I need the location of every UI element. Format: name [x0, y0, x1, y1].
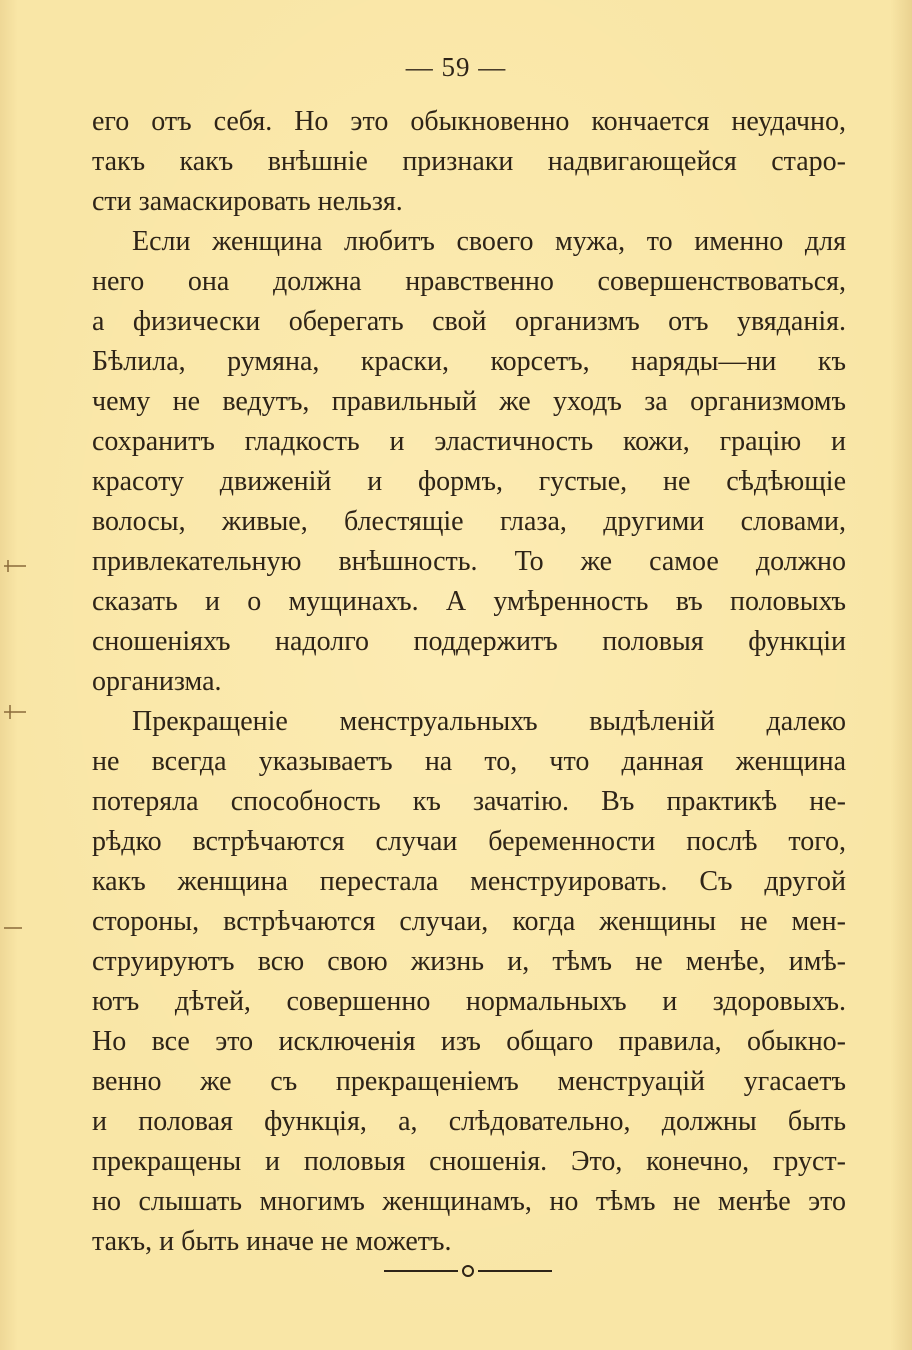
page-number: — 59 —	[405, 52, 507, 82]
text-line: а физически оберегать свой организмъ отъ увяданія.	[92, 306, 846, 337]
text-line: сти замаскировать нельзя.	[92, 186, 403, 217]
text-line: струируютъ всю свою жизнь и, тѣмъ не менѣе, имѣ-	[92, 946, 846, 977]
text-line: рѣдко встрѣчаются случаи беременности послѣ того,	[92, 826, 846, 857]
text-line: чему не ведутъ, правильный же уходъ за организмомъ	[92, 386, 846, 417]
text-line: ютъ дѣтей, совершенно нормальныхъ и здоровыхъ.	[92, 986, 846, 1017]
text-line: Но все это исключенія изъ общаго правила, обыкно-	[92, 1026, 846, 1057]
text-line: него она должна нравственно совершенствоваться,	[92, 266, 846, 297]
text-line: не всегда указываетъ на то, что данная женщина	[92, 746, 846, 777]
text-line: какъ женщина перестала менструировать. Съ другой	[92, 866, 846, 897]
text-line: такъ какъ внѣшніе признаки надвигающейся старо-	[92, 146, 846, 177]
text-line: красоту движеній и формъ, густые, не сѣдѣющіе	[92, 466, 846, 497]
text-line: волосы, живые, блестящіе глаза, другими словами,	[92, 506, 846, 537]
text-line: прекращены и половыя сношенія. Это, конечно, груст-	[92, 1146, 846, 1177]
text-line: сказать и о мущинахъ. А умѣренность въ половыхъ	[92, 586, 846, 617]
text-line: такъ, и быть иначе не можетъ.	[92, 1226, 452, 1257]
text-line: организма.	[92, 666, 222, 697]
paragraph-start-line: Если женщина любитъ своего мужа, то именно для	[132, 226, 846, 257]
text-line: Бѣлила, румяна, краски, корсетъ, наряды—ни къ	[92, 346, 846, 377]
paragraph-start-line: Прекращеніе менструальныхъ выдѣленій далеко	[132, 706, 846, 737]
text-line: венно же съ прекращеніемъ менструацій угасаетъ	[92, 1066, 846, 1097]
text-line: сохранитъ гладкость и эластичность кожи, грацію и	[92, 426, 846, 457]
margin-tick-mark	[0, 556, 30, 576]
text-line: потеряла способность къ зачатію. Въ практикѣ не-	[92, 786, 846, 817]
text-line: но слышать многимъ женщинамъ, но тѣмъ не менѣе это	[92, 1186, 846, 1217]
text-line: его отъ себя. Но это обыкновенно кончается неудачно,	[92, 106, 846, 137]
text-line: стороны, встрѣчаются случаи, когда женщины не мен-	[92, 906, 846, 937]
text-line: привлекательную внѣшность. То же самое должно	[92, 546, 846, 577]
section-end-ornament	[384, 1263, 552, 1279]
margin-tick-mark	[0, 702, 30, 722]
margin-tick-mark	[0, 918, 30, 938]
text-line: и половая функція, а, слѣдовательно, должны быть	[92, 1106, 846, 1137]
text-line: сношеніяхъ надолго поддержитъ половыя функціи	[92, 626, 846, 657]
